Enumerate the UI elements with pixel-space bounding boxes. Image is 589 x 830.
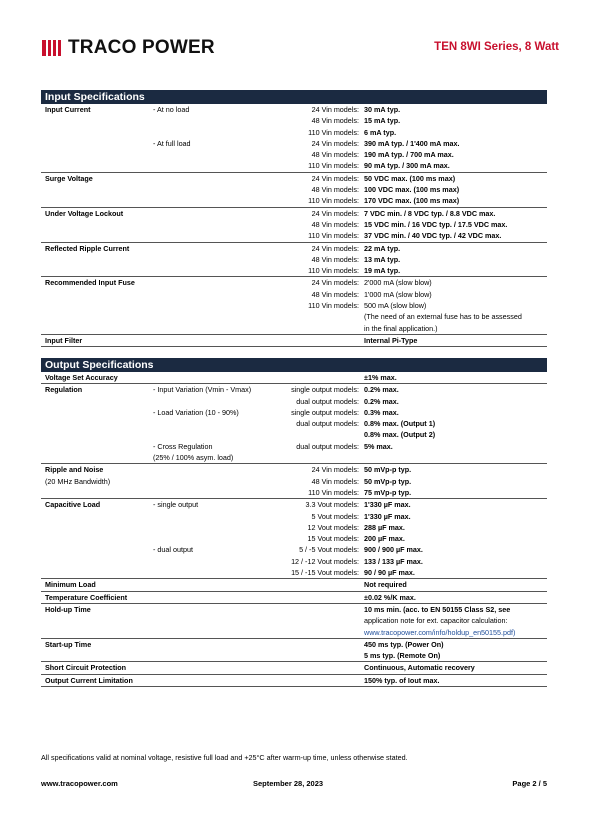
spec-row — [41, 372, 547, 383]
spec-row — [41, 173, 547, 184]
spec-condition: - Cross Regulation — [153, 441, 213, 451]
spec-value: 10 ms min. (acc. to EN 50155 Class S2, see — [364, 604, 511, 614]
spec-model: 24 Vin models: — [311, 208, 359, 218]
spec-row — [41, 544, 547, 555]
spec-row — [41, 300, 547, 311]
spec-model: 24 Vin models: — [311, 105, 359, 114]
spec-row — [41, 592, 547, 603]
spec-model: 110 Vin models: — [308, 196, 359, 206]
spec-value: 900 / 900 µF max. — [364, 545, 423, 555]
page-header — [0, 0, 589, 70]
spec-value: 0.8% max. (Output 1) — [364, 419, 436, 429]
spec-condition: - dual output — [153, 545, 193, 555]
spec-value: 50 mVp-p typ. — [364, 465, 412, 475]
spec-group — [41, 662, 547, 674]
spec-value: 133 / 133 µF max. — [364, 556, 423, 566]
spec-value: 200 µF max. — [364, 534, 405, 544]
spec-model: dual output models: — [296, 441, 359, 451]
spec-model: 48 Vin models: — [311, 476, 359, 486]
spec-row — [41, 429, 547, 440]
spec-row — [41, 579, 547, 590]
spec-model: 15 / -15 Vout models: — [291, 568, 359, 578]
footnote: All specifications valid at nominal voltage, resistive full load and +25°C after warm-up time, unless otherwise stated. — [41, 753, 408, 762]
spec-model: 110 Vin models: — [308, 127, 359, 137]
spec-model: 24 Vin models: — [311, 465, 359, 475]
spec-label: Under Voltage Lockout — [45, 208, 124, 218]
spec-label: Regulation — [45, 385, 83, 395]
spec-row — [41, 277, 547, 288]
spec-row — [41, 335, 547, 346]
spec-condition: - Load Variation (10 - 90%) — [153, 407, 239, 417]
spec-value: 390 mA typ. / 1'400 mA max. — [364, 138, 460, 148]
spec-row — [41, 615, 547, 626]
spec-value: Internal Pi-Type — [364, 335, 418, 345]
spec-label: Ripple and Noise — [45, 465, 104, 475]
footer-date: September 28, 2023 — [253, 779, 324, 788]
spec-condition: - Input Variation (Vmin - Vmax) — [153, 385, 252, 395]
spec-row — [41, 115, 547, 126]
spec-row — [41, 127, 547, 138]
spec-group — [41, 277, 547, 334]
spec-value: 5 ms typ. (Remote On) — [364, 651, 441, 661]
spec-label: Hold-up Time — [45, 604, 91, 614]
spec-row — [41, 160, 547, 171]
spec-value: Continuous, Automatic recovery — [364, 663, 475, 673]
input-specs-header: Input Specifications — [41, 90, 547, 104]
brand-name: TRACO POWER — [68, 37, 215, 58]
spec-value: 90 mA typ. / 300 mA max. — [364, 161, 450, 171]
spec-group — [41, 464, 547, 499]
spec-value: 7 VDC min. / 8 VDC typ. / 8.8 VDC max. — [364, 208, 496, 218]
spec-group — [41, 675, 547, 687]
spec-model: 110 Vin models: — [308, 266, 359, 276]
spec-label: Capacitive Load — [45, 500, 101, 510]
spec-group — [41, 372, 547, 384]
spec-row — [41, 627, 547, 638]
spec-row — [41, 662, 547, 673]
spec-group — [41, 639, 547, 663]
spec-condition: - At full load — [153, 138, 191, 148]
spec-label: Minimum Load — [45, 580, 96, 590]
spec-value: 0.8% max. (Output 2) — [364, 430, 436, 440]
spec-model: single output models: — [291, 407, 359, 417]
spec-label-note: (20 MHz Bandwidth) — [45, 476, 111, 486]
spec-row — [41, 104, 547, 115]
spec-value-note: 2'000 mA (slow blow) — [364, 278, 432, 288]
spec-value: 0.2% max. — [364, 385, 399, 395]
spec-model: 24 Vin models: — [311, 243, 359, 253]
spec-row — [41, 533, 547, 544]
spec-row — [41, 639, 547, 650]
spec-model: 48 Vin models: — [311, 185, 359, 195]
spec-label: Recommended Input Fuse — [45, 278, 135, 288]
spec-row — [41, 418, 547, 429]
spec-value: 0.3% max. — [364, 407, 399, 417]
spec-row — [41, 265, 547, 276]
spec-condition: (25% / 100% asym. load) — [153, 453, 234, 463]
spec-value: 100 VDC max. (100 ms max) — [364, 185, 460, 195]
spec-condition: - single output — [153, 500, 199, 510]
spec-value: 6 mA typ. — [364, 127, 397, 137]
spec-model: dual output models: — [296, 419, 359, 429]
spec-value: 22 mA typ. — [364, 243, 401, 253]
spec-row — [41, 195, 547, 206]
spec-model: 48 Vin models: — [311, 254, 359, 264]
spec-value: 75 mVp-p typ. — [364, 487, 412, 497]
spec-value: 150% typ. of Iout max. — [364, 675, 440, 685]
spec-value: 0.2% max. — [364, 396, 399, 406]
spec-row — [41, 407, 547, 418]
spec-condition: - At no load — [153, 105, 190, 114]
spec-model: 5 Vout models: — [311, 511, 359, 521]
spec-value: ±1% max. — [364, 373, 397, 382]
spec-model: 48 Vin models: — [311, 116, 359, 126]
spec-row — [41, 384, 547, 395]
spec-row — [41, 243, 547, 254]
spec-value: 15 mA typ. — [364, 116, 401, 126]
spec-label: Start-up Time — [45, 639, 92, 649]
spec-value: 50 mVp-p typ. — [364, 476, 412, 486]
spec-group — [41, 173, 547, 208]
series-title: TEN 8WI Series, 8 Watt — [434, 41, 559, 53]
spec-row — [41, 464, 547, 475]
spec-model: single output models: — [291, 385, 359, 395]
spec-value: 19 mA typ. — [364, 266, 401, 276]
spec-row — [41, 208, 547, 219]
logo-icon — [42, 39, 62, 57]
spec-row — [41, 556, 547, 567]
spec-model: 24 Vin models: — [311, 173, 359, 183]
spec-label: Reflected Ripple Current — [45, 243, 130, 253]
spec-group — [41, 384, 547, 464]
spec-value: 1'330 µF max. — [364, 500, 411, 510]
spec-value: 170 VDC max. (100 ms max) — [364, 196, 460, 206]
spec-value: 90 / 90 µF max. — [364, 568, 415, 578]
spec-value-note: 1'000 mA (slow blow) — [364, 289, 432, 299]
spec-row — [41, 452, 547, 463]
spec-group — [41, 335, 547, 347]
spec-model: 24 Vin models: — [311, 278, 359, 288]
spec-model: 24 Vin models: — [311, 138, 359, 148]
spec-value: 15 VDC min. / 16 VDC typ. / 17.5 VDC max. — [364, 219, 508, 229]
spec-group — [41, 592, 547, 604]
footer-website[interactable]: www.tracopower.com — [41, 779, 118, 788]
spec-value: 450 ms typ. (Power On) — [364, 639, 444, 649]
spec-row — [41, 396, 547, 407]
spec-value: 50 VDC max. (100 ms max) — [364, 173, 456, 183]
spec-row — [41, 323, 547, 334]
spec-model: 110 Vin models: — [308, 231, 359, 241]
spec-row — [41, 650, 547, 661]
spec-value: 190 mA typ. / 700 mA max. — [364, 150, 454, 160]
spec-group — [41, 499, 547, 579]
spec-value: 288 µF max. — [364, 522, 405, 532]
spec-label: Short Circuit Protection — [45, 663, 127, 673]
spec-value: 30 mA typ. — [364, 105, 401, 114]
spec-model: 12 Vout models: — [307, 522, 359, 532]
spec-row — [41, 230, 547, 241]
spec-label: Output Current Limitation — [45, 675, 133, 685]
spec-row — [41, 511, 547, 522]
spec-model: 3.3 Vout models: — [305, 500, 359, 510]
spec-model: 5 / -5 Vout models: — [299, 545, 359, 555]
spec-value: 5% max. — [364, 441, 393, 451]
spec-model: 48 Vin models: — [311, 219, 359, 229]
spec-row — [41, 441, 547, 452]
spec-label: Voltage Set Accuracy — [45, 373, 118, 382]
spec-value: ±0.02 %/K max. — [364, 592, 416, 602]
spec-value-note: application note for ext. capacitor calculation: — [364, 616, 508, 626]
spec-label: Surge Voltage — [45, 173, 93, 183]
spec-row — [41, 476, 547, 487]
spec-group — [41, 104, 547, 173]
output-specs-table — [41, 372, 547, 687]
spec-value-note: 500 mA (slow blow) — [364, 301, 427, 311]
spec-value: 1'330 µF max. — [364, 511, 411, 521]
spec-value-note: (The need of an external fuse has to be assessed — [364, 312, 522, 322]
spec-row — [41, 487, 547, 498]
spec-group — [41, 243, 547, 278]
spec-model: 110 Vin models: — [308, 161, 359, 171]
spec-model: 110 Vin models: — [308, 301, 359, 311]
input-specs-table — [41, 104, 547, 347]
spec-value: Not required — [364, 580, 407, 590]
spec-row — [41, 289, 547, 300]
spec-value-note: in the final application.) — [364, 323, 438, 333]
spec-row — [41, 138, 547, 149]
output-specs-header: Output Specifications — [41, 358, 547, 372]
spec-row — [41, 604, 547, 615]
spec-model: 110 Vin models: — [308, 487, 359, 497]
spec-model: 48 Vin models: — [311, 150, 359, 160]
spec-row — [41, 499, 547, 510]
brand-logo — [42, 38, 215, 58]
spec-value: 13 mA typ. — [364, 254, 401, 264]
spec-row — [41, 149, 547, 160]
spec-row — [41, 254, 547, 265]
spec-label: Input Filter — [45, 335, 83, 345]
spec-row — [41, 311, 547, 322]
spec-model: 15 Vout models: — [307, 534, 359, 544]
spec-link[interactable]: www.tracopower.com/info/holdup_en50155.pdf) — [364, 627, 516, 637]
spec-row — [41, 184, 547, 195]
spec-row — [41, 219, 547, 230]
spec-model: dual output models: — [296, 396, 359, 406]
spec-row — [41, 567, 547, 578]
spec-row — [41, 675, 547, 686]
spec-group — [41, 208, 547, 243]
spec-value: 37 VDC min. / 40 VDC typ. / 42 VDC max. — [364, 231, 502, 241]
footer-page-number: Page 2 / 5 — [512, 779, 547, 788]
spec-model: 12 / -12 Vout models: — [291, 556, 359, 566]
spec-row — [41, 522, 547, 533]
spec-group — [41, 604, 547, 639]
spec-group — [41, 579, 547, 591]
spec-model: 48 Vin models: — [311, 289, 359, 299]
spec-label: Input Current — [45, 105, 91, 114]
spec-label: Temperature Coefficient — [45, 592, 128, 602]
